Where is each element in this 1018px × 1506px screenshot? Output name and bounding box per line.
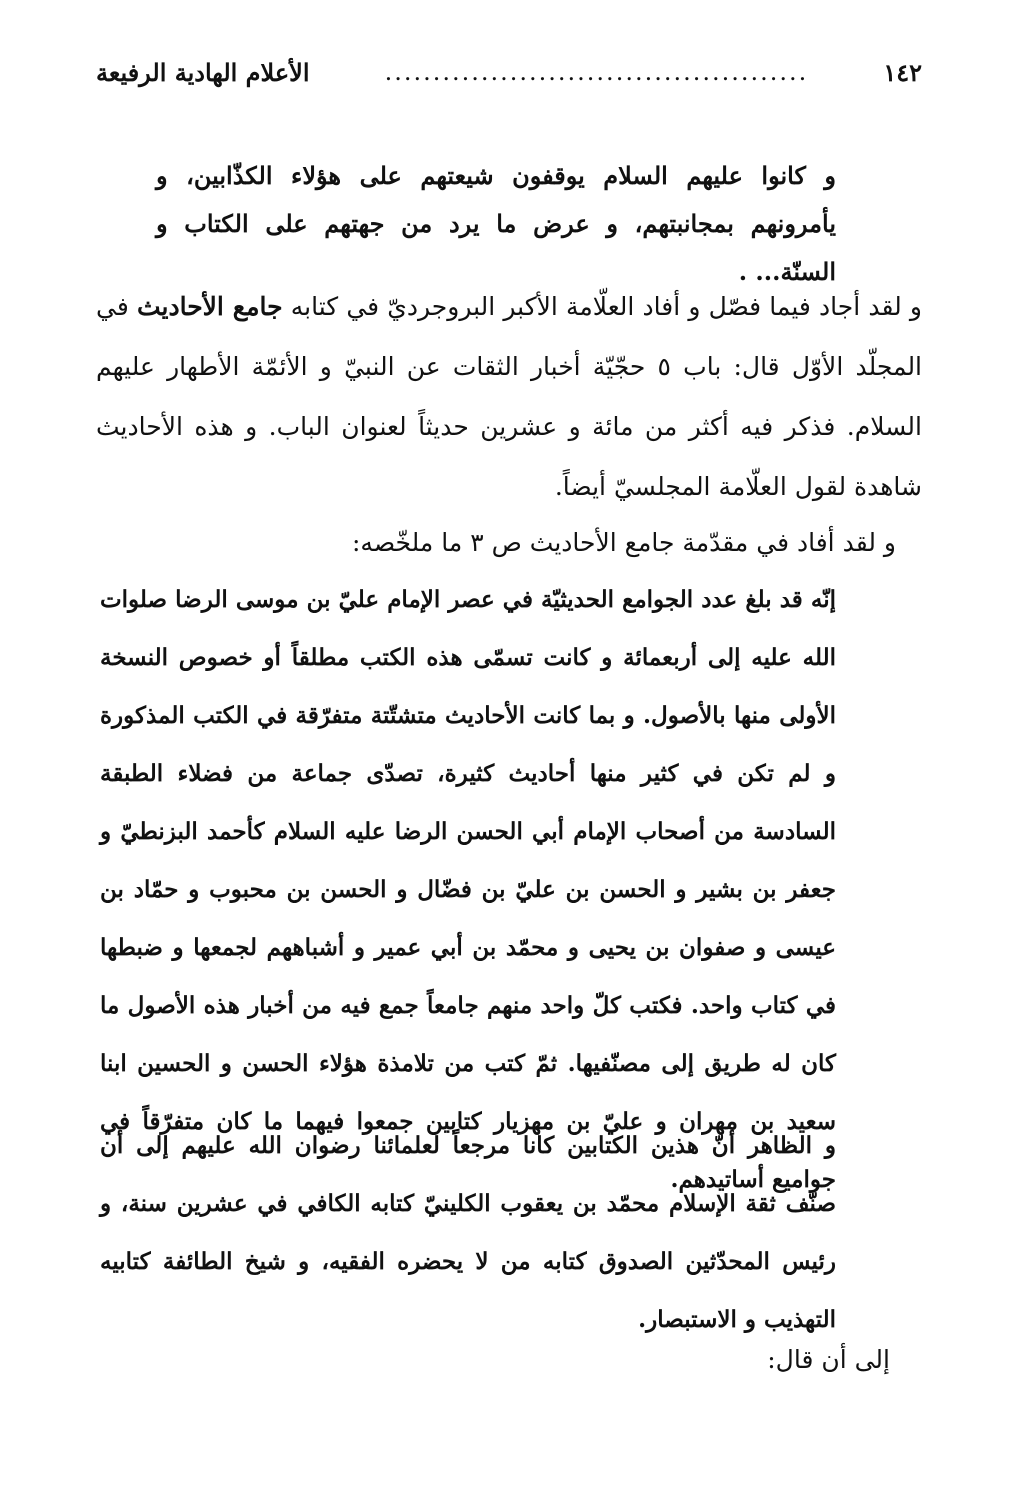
- quoted-passage-1: و كانوا عليهم السلام يوقفون شيعتهم على هؤلاء الكذّابين، و يأمرونهم بمجانبتهم، و عرض ما يرد من جهتهم على الكتاب و السنّة... .: [156, 161, 836, 286]
- paragraph-1-text-a: و لقد أجاد فيما فصّل و أفاد العلّامة الأكبر البروجرديّ في كتابه: [282, 292, 922, 321]
- header-leader-dots: ............................................: [384, 58, 809, 86]
- quoted-passage-2: إنّه قد بلغ عدد الجوامع الحديثيّة في عصر الإمام عليّ بن موسى الرضا صلوات الله عليه إلى أربعمائة و كانت تسمّى هذه الكتب مطلقاً أو خصوص النسخة الأولى منها بالأصول. و بما كانت الأحاديث متشتّتة متفرّقة في الكتب المذكورة و لم تكن في كثير منها أحاديث كثيرة، تصدّى جماعة من فضلاء الطبقة السادسة من أصحاب الإمام أبي الحسن الرضا عليه السلام كأحمد البزنطيّ و جعفر بن بشير و الحسن بن عليّ بن فضّال و الحسن بن محبوب و حمّاد بن عيسى و صفوان بن يحيى و محمّد بن أبي عمير و أشباههم لجمعها و ضبطها في كتاب واحد. فكتب كلّ واحد منهم جامعاً جمع فيه من أخبار هذه الأصول ما كان له طريق إلى مصنّفيها. ثمّ كتب من تلامذة هؤلاء الحسن و الحسين ابنا سعيد بن مهران و عليّ بن مهزيار كتابين جمعوا فيهما ما كان متفرّقاً في جواميع أساتيدهم.: [100, 586, 836, 1193]
- paragraph-2: و لقد أفاد في مقدّمة جامع الأحاديث ص ٣ ما ملخّصه:: [352, 528, 896, 557]
- paragraph-1-text-b: في المجلّد الأوّل قال: باب ٥ حجّيّة أخبار الثقات عن النبيّ و الأئمّة الأطهار عليهم السلام. فذكر فيه أكثر من مائة و عشرين حديثاً لعنوان الباب. و هذه الأحاديث شاهدة لقول العلّامة المجلسيّ أيضاً.: [96, 292, 923, 501]
- book-title: الأعلام الهادية الرفيعة: [96, 57, 310, 87]
- paragraph-1: [96, 277, 922, 517]
- running-header: [96, 52, 922, 92]
- closing-line: إلى أن قال:: [767, 1345, 890, 1374]
- quoted-passage-3: و الظاهر أنّ هذين الكتابين كانا مرجعاً لعلمائنا رضوان الله عليهم إلى أن صنّف ثقة الإسلام محمّد بن يعقوب الكلينيّ كتابه الكافي في عشرين سنة، و رئيس المحدّثين الصدوق كتابه من لا يحضره الفقيه، و شيخ الطائفة كتابيه التهذيب و الاستبصار.: [100, 1132, 836, 1333]
- book-name-jami-al-ahadith: جامع الأحاديث: [136, 292, 283, 321]
- page-number: ١٤٢: [883, 57, 922, 87]
